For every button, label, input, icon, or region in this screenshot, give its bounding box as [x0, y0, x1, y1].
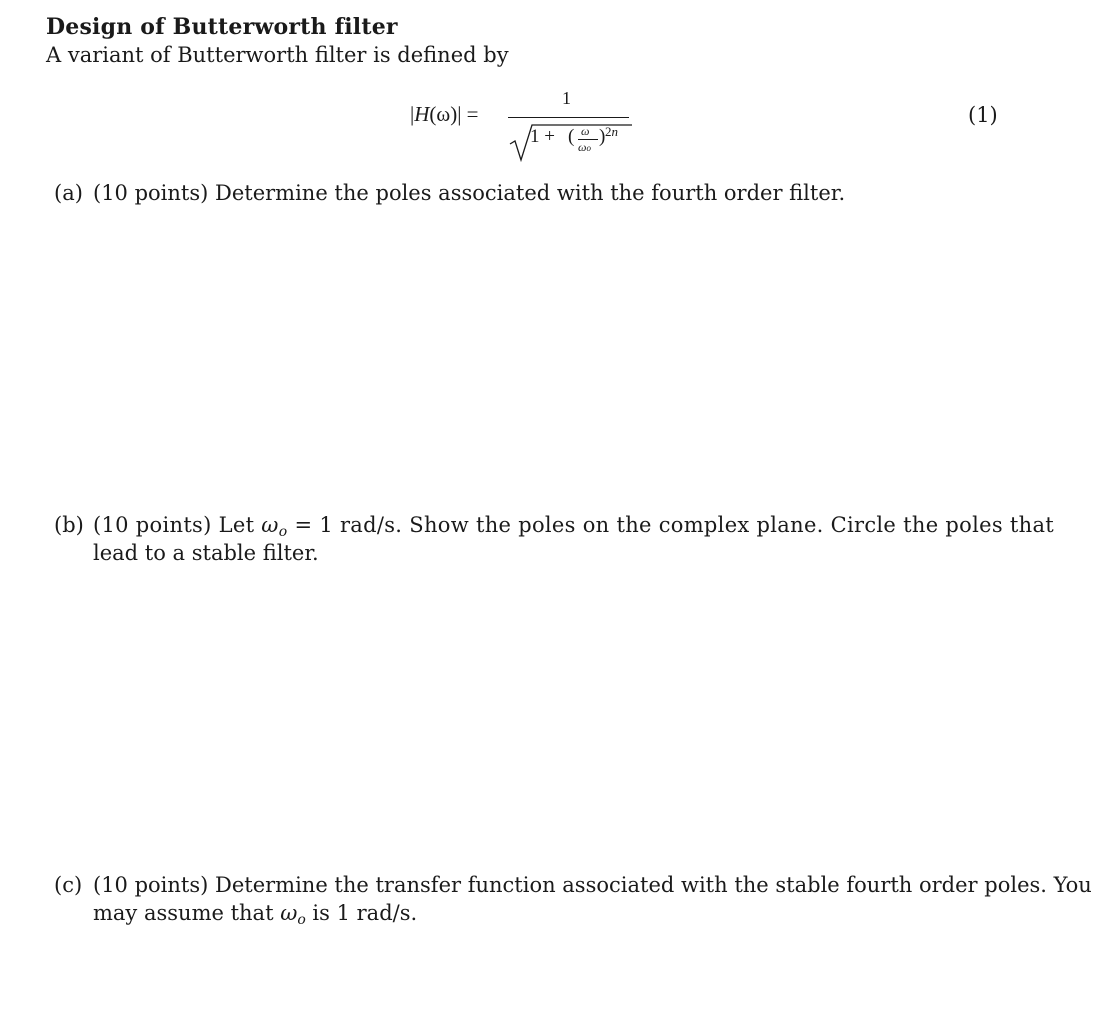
equation-lhs: |H(ω)| = [410, 102, 479, 126]
inner-frac-num: ω [581, 124, 590, 138]
part-a-text: (10 points) Determine the poles associated with the fourth order filter. [93, 181, 846, 205]
part-b-line2: lead to a stable filter. [93, 541, 319, 565]
exponent: 2n [605, 124, 618, 139]
part-b-line1: (10 points) Let $\omega_o = 1$ rad/s. Show the poles on the complex plane. Circle the poles that [93, 513, 1054, 540]
open-paren: ( [568, 126, 575, 147]
section-heading: Design of Butterworth filter [46, 14, 398, 40]
part-c-label: (c) [54, 873, 83, 897]
part-b-label: (b) [54, 513, 84, 537]
denominator-one: 1 + [530, 126, 555, 147]
part-c-line1: (10 points) Determine the transfer function associated with the stable fourth order poles. You [93, 873, 1092, 897]
part-c-line2: may assume that $\omega_o$ is 1 rad/s. [93, 901, 418, 928]
equation-number: (1) [968, 103, 998, 127]
fraction-bar [508, 117, 629, 118]
close-paren: ) [599, 126, 606, 147]
inner-frac-den: ωo [578, 140, 591, 154]
equation-numerator: 1 [562, 88, 571, 108]
butterworth-equation [400, 86, 640, 166]
intro-text: A variant of Butterworth filter is defined by [46, 43, 509, 67]
part-a-label: (a) [54, 181, 83, 205]
